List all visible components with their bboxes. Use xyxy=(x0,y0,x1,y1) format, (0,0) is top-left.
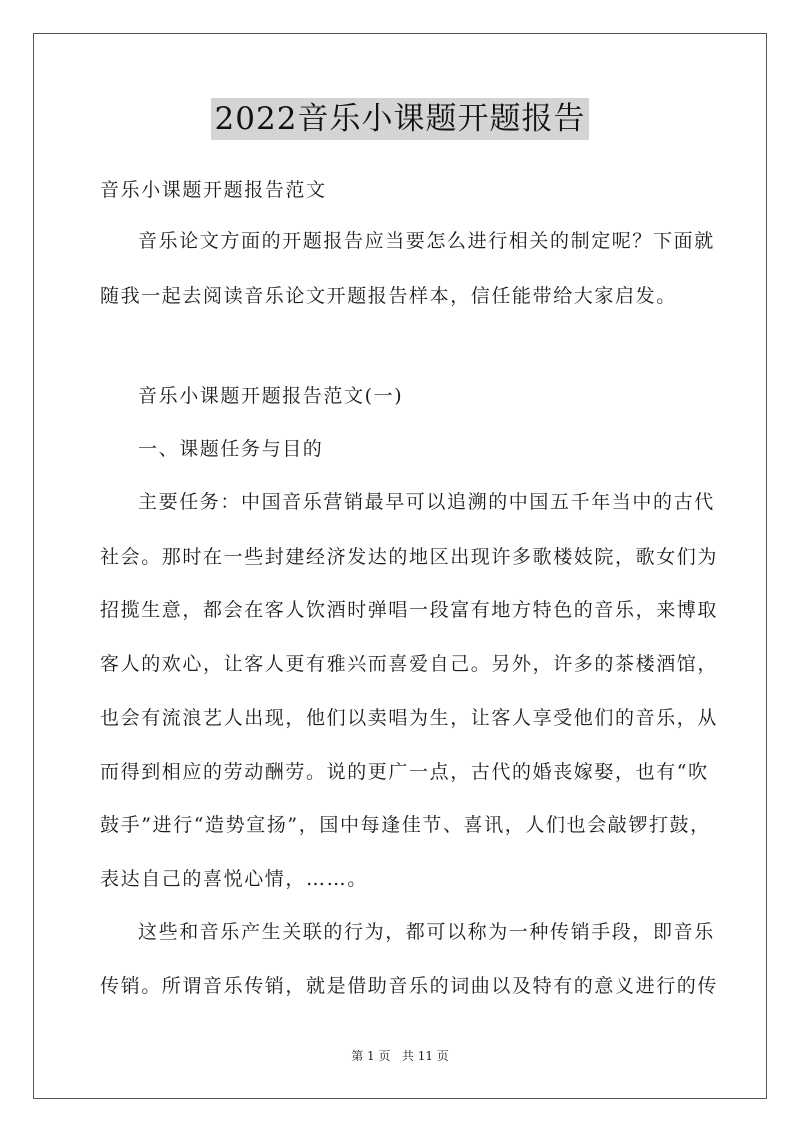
paragraph-line: 主要任务：中国音乐营销最早可以追溯的中国五千年当中的古代 xyxy=(138,491,715,513)
paragraph-line: 社会。那时在一些封建经济发达的地区出现许多歌楼妓院，歌女们为 xyxy=(100,546,719,568)
paragraph-line: 这些和音乐产生关联的行为，都可以称为一种传销手段，即音乐 xyxy=(138,921,715,943)
subsection-heading: 一、课题任务与目的 xyxy=(138,438,324,460)
paragraph-line: 招揽生意，都会在客人饮酒时弹唱一段富有地方特色的音乐，来博取 xyxy=(100,599,719,621)
paragraph-line: 传销。所谓音乐传销，就是借助音乐的词曲以及特有的意义进行的传 xyxy=(100,975,719,997)
section-heading: 音乐小课题开题报告范文(一) xyxy=(138,385,404,407)
subtitle-line: 音乐小课题开题报告范文 xyxy=(100,179,327,201)
paragraph-line: 而得到相应的劳动酬劳。说的更广一点，古代的婚丧嫁娶，也有“吹 xyxy=(100,761,709,783)
paragraph-line: 客人的欢心，让客人更有雅兴而喜爱自己。另外，许多的茶楼酒馆， xyxy=(100,653,719,675)
paragraph-line: 也会有流浪艺人出现，他们以卖唱为生，让客人享受他们的音乐，从 xyxy=(100,707,719,729)
paragraph-line: 随我一起去阅读音乐论文开题报告样本，信任能带给大家启发。 xyxy=(100,285,677,307)
page-footer: 第 1 页 共 11 页 xyxy=(351,1049,449,1063)
paragraph-line: 音乐论文方面的开题报告应当要怎么进行相关的制定呢？下面就 xyxy=(138,230,715,252)
title-container xyxy=(0,98,800,140)
paragraph-line: 表达自己的喜悦心情，……。 xyxy=(100,868,368,890)
paragraph-line: 鼓手”进行“造势宣扬”，国中每逢佳节、喜讯，人们也会敲锣打鼓， xyxy=(100,814,711,836)
document-title: 2022音乐小课题开题报告 xyxy=(211,98,590,140)
